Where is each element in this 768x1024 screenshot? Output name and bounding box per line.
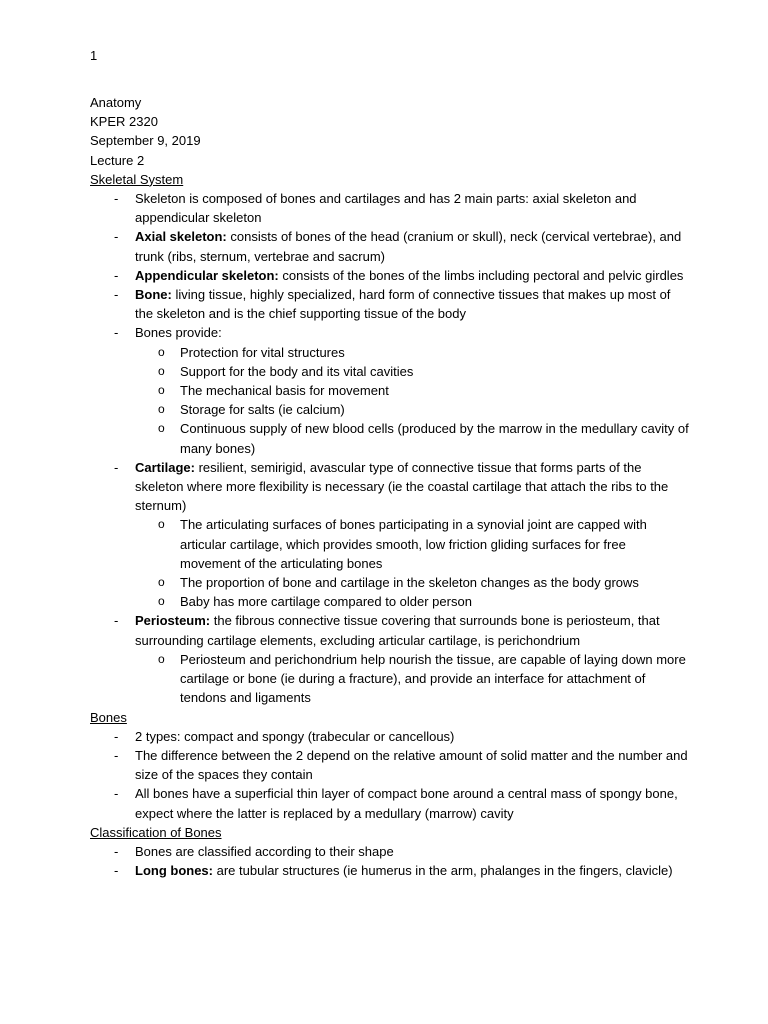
term-appendicular-skeleton: Appendicular skeleton: [135, 267, 279, 283]
lecture-number: Lecture 2 [90, 152, 145, 168]
term-cartilage: Cartilage: [135, 459, 195, 475]
sub-list-item: o The articulating surfaces of bones participating in a synovial joint are capped with articular cartilage, which provides smooth, low friction gliding surfaces for free movement of the articulating bones [135, 515, 690, 573]
list-item: - The difference between the 2 depend on the relative amount of solid matter and the number and size of the spaces they contain [90, 746, 690, 784]
sub-list-item: o Protection for vital structures [135, 343, 690, 362]
list-item: - Bones are classified according to their shape [90, 842, 690, 861]
section-title-bones: Bones [90, 709, 127, 725]
sub-list-item: o The proportion of bone and cartilage in the skeleton changes as the body grows [135, 573, 690, 592]
list-item: - Axial skeleton: consists of bones of the head (cranium or skull), neck (cervical vertebrae), and trunk (ribs, sternum, vertebrae and sacrum) [90, 227, 690, 265]
document-body [90, 93, 690, 880]
term-long-bones: Long bones: [135, 863, 213, 879]
sub-list-item: o Baby has more cartilage compared to older person [135, 592, 690, 611]
sub-list-item: o Periosteum and perichondrium help nourish the tissue, are capable of laying down more cartilage or bone (ie during a fracture), and provide an interface for attachment of tendons and ligaments [135, 650, 690, 708]
list-item: - Skeleton is composed of bones and cartilages and has 2 main parts: axial skeleton and appendicular skeleton [90, 189, 690, 227]
page-number: 1 [90, 48, 98, 63]
course-code: KPER 2320 [90, 114, 158, 130]
list-item: - 2 types: compact and spongy (trabecular or cancellous) [90, 727, 690, 746]
periosteum-sublist [135, 650, 690, 708]
list-item: - Bones provide: o Protection for vital structures o Support for the body and its vital cavities o The mechanical basis for movement o Storage for salts (ie calcium) o Continuous supply of new blood cells (produced by the marrow in the medullary cavity of many bones) [90, 323, 690, 457]
skeletal-system-list [90, 189, 690, 707]
sub-list-item: o Continuous supply of new blood cells (produced by the marrow in the medullary cavity of many bones) [135, 419, 690, 457]
term-periosteum: Periosteum: [135, 613, 211, 629]
list-item: - Appendicular skeleton: consists of the bones of the limbs including pectoral and pelvic girdles [90, 266, 690, 285]
classification-list [90, 842, 690, 880]
sub-list-item: o The mechanical basis for movement [135, 381, 690, 400]
bones-provide-sublist [135, 343, 690, 458]
list-item: - Cartilage: resilient, semirigid, avascular type of connective tissue that forms parts of the skeleton where more flexibility is necessary (ie the coastal cartilage that attach the ribs to the sternum) o The articulating surfaces of bones participating in a synovial joint are capped with articular cartilage, which provides smooth, low friction gliding surfaces for free movement of the articulating bones o The proportion of bone and cartilage in the skeleton changes as the body grows o Baby has more cartilage compared to older person [90, 458, 690, 612]
course-name: Anatomy [90, 95, 142, 110]
lecture-date: September 9, 2019 [90, 133, 201, 149]
term-axial-skeleton: Axial skeleton: [135, 229, 227, 245]
list-item: - All bones have a superficial thin layer of compact bone around a central mass of spongy bone, expect where the latter is replaced by a medullary (marrow) cavity [90, 784, 690, 822]
section-title-skeletal-system: Skeletal System [90, 171, 184, 187]
list-item: - Bone: living tissue, highly specialized, hard form of connective tissues that makes up most of the skeleton and is the chief supporting tissue of the body [90, 285, 690, 323]
list-item: - Periosteum: the fibrous connective tissue covering that surrounds bone is periosteum, that surrounding cartilage elements, excluding articular cartilage, is perichondrium o Periosteum and perichondrium help nourish the tissue, are capable of laying down more cartilage or bone (ie during a fracture), and provide an interface for attachment of tendons and ligaments [90, 611, 690, 707]
section-title-classification-of-bones: Classification of Bones [90, 824, 222, 840]
list-item: - Long bones: are tubular structures (ie humerus in the arm, phalanges in the fingers, clavicle) [90, 861, 690, 880]
bones-list [90, 727, 690, 823]
sub-list-item: o Support for the body and its vital cavities [135, 362, 690, 381]
sub-list-item: o Storage for salts (ie calcium) [135, 400, 690, 419]
cartilage-sublist [135, 515, 690, 611]
term-bone: Bone: [135, 287, 172, 303]
